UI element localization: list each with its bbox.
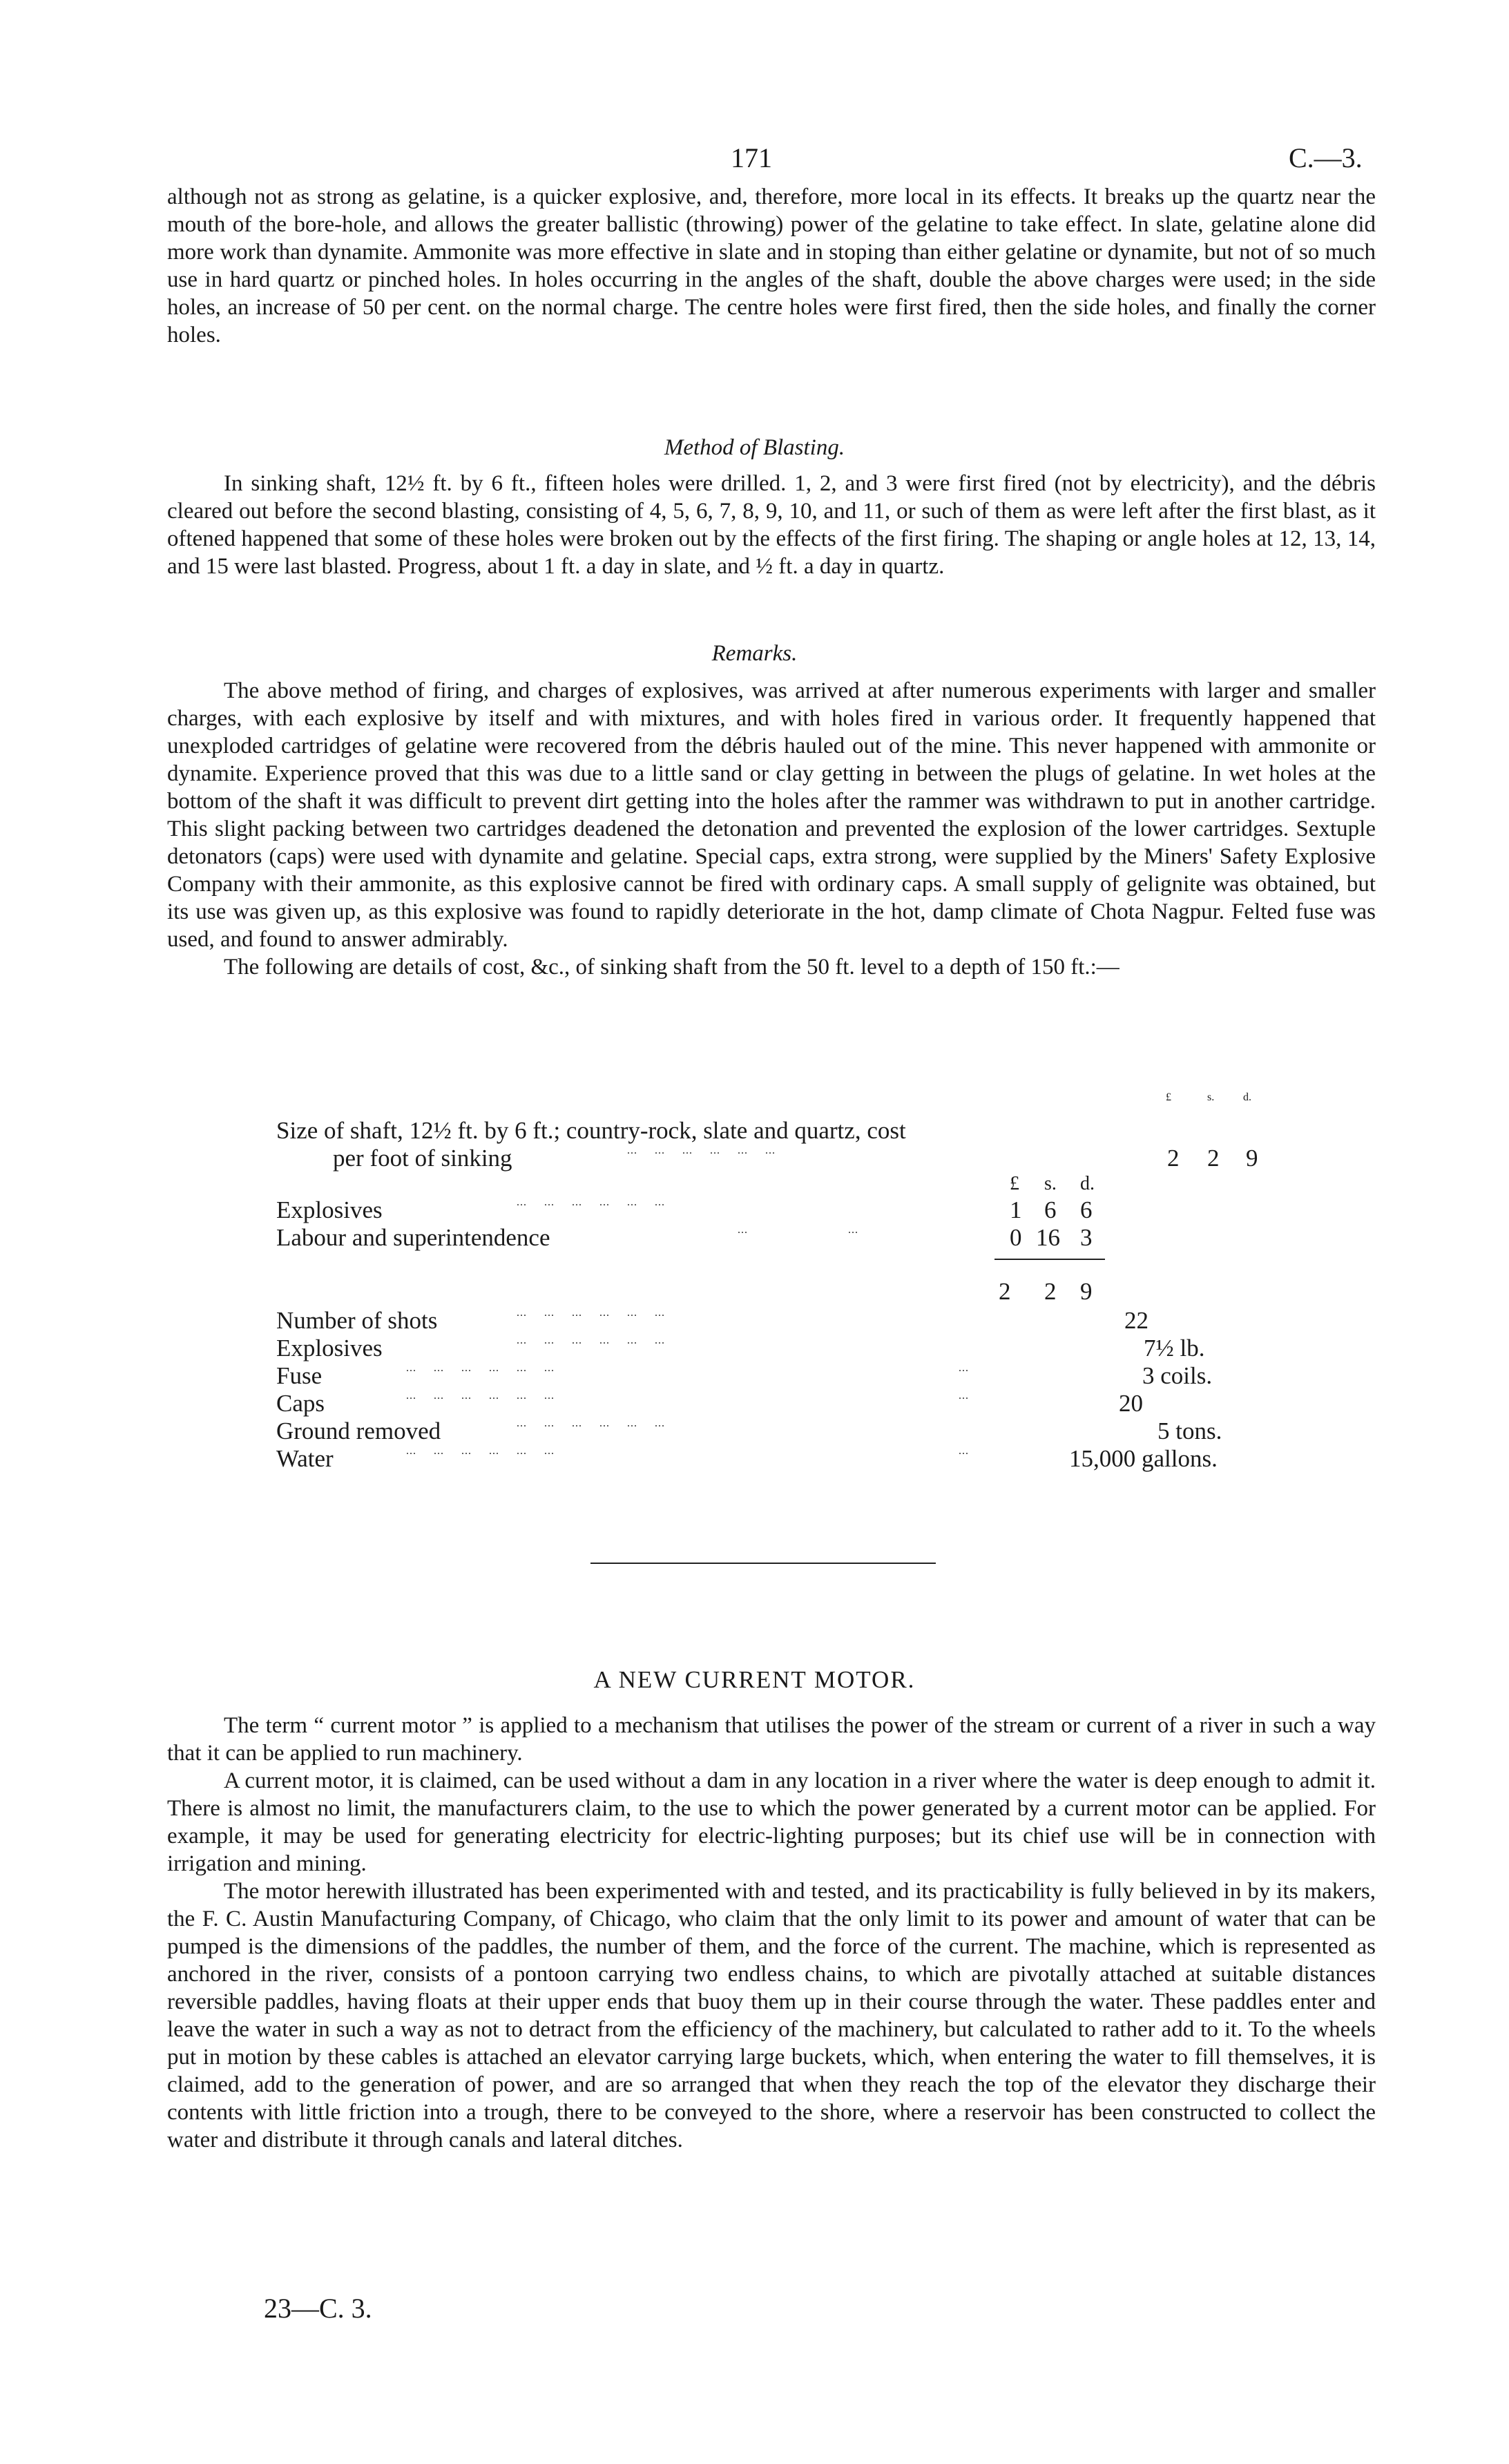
- remarks-paragraph-1: The above method of firing, and charges of explosives, was arrived at after numerous experiments with larger and smaller charges, with each explosive by itself and with mixtures, and with holes fired in various order. It frequently happened that unexploded cartridges of gelatine were recovered from the débris hauled out of the mine. This never happened with ammonite or dynamite. Experience proved that this was due to a little sand or clay getting in between the plugs of gelatine. In wet holes at the bottom of the shaft it was difficult to prevent dirt getting into the holes after the rammer was withdrawn to put in another cartridge. This slight packing between two cartridges deadened the detonation and prevented the explosion of the lower cartridges. Sextuple detonators (caps) were used with dynamite and gelatine. Special caps, extra strong, were supplied by the Miners' Safety Explosive Company with their ammonite, as this explosive cannot be fired with ordinary caps. A small supply of gelignite was obtained, but its use was given up, as this explosive was found to rapidly deteriorate in the hot, damp climate of Chota Nagpur. Felted fuse was used, and found to answer admirably.: [167, 678, 1376, 952]
- shaft-total-pound: 2: [1167, 1145, 1180, 1172]
- subtotal-pound: 2: [999, 1278, 1011, 1305]
- outer-col-shilling: s.: [1207, 1091, 1215, 1103]
- inner-col-pound: £: [1010, 1173, 1019, 1194]
- item-explosives-label: Explosives: [276, 1196, 383, 1223]
- item-labour-pence: 3: [1080, 1224, 1093, 1251]
- qty-caps-label: Caps: [276, 1390, 325, 1417]
- qty-shots-value: 22: [1124, 1307, 1148, 1334]
- item-explosives-shilling: 6: [1044, 1196, 1057, 1223]
- inner-col-shilling: s.: [1044, 1173, 1057, 1194]
- qty-fuse-dots: ... ... ... ... ... ...: [406, 1362, 555, 1374]
- shaft-total-shilling: 2: [1207, 1145, 1220, 1172]
- inner-col-pence: d.: [1080, 1173, 1095, 1194]
- signature-reference: 23—C. 3.: [264, 2293, 372, 2324]
- shaft-dots: ... ... ... ... ... ...: [627, 1145, 776, 1156]
- remarks-section: [167, 677, 1376, 981]
- outer-col-pound: £: [1166, 1091, 1171, 1103]
- subtotal-pence: 9: [1080, 1278, 1093, 1305]
- qty-caps-value: 20: [1119, 1390, 1143, 1417]
- section-divider: [590, 1563, 936, 1564]
- item-labour-label: Labour and superintendence: [276, 1224, 550, 1251]
- qty-shots-dots: ... ... ... ... ... ...: [517, 1307, 665, 1319]
- qty-water-dots-2: ...: [959, 1445, 969, 1457]
- qty-caps-dots-2: ...: [959, 1390, 969, 1402]
- item-explosives-pound: 1: [1010, 1196, 1022, 1223]
- outer-col-pence: d.: [1243, 1091, 1251, 1103]
- item-labour-dots-2: ...: [848, 1224, 858, 1236]
- method-paragraph: In sinking shaft, 12½ ft. by 6 ft., fifteen holes were drilled. 1, 2, and 3 were first fired (not by electricity), and the débris cleared out before the second blasting, consisting of 4, 5, 6, 7, 8, 9, 10, and 11, or such of them as were left after the first blast, as it oftened happened that some of these holes were broken out by the effects of the first firing. The shaping or angle holes at 12, 13, 14, and 15 were last blasted. Progress, about 1 ft. a day in slate, and ½ ft. a day in quartz.: [167, 471, 1376, 579]
- qty-water-label: Water: [276, 1445, 334, 1472]
- shaft-label-line2: per foot of sinking: [333, 1145, 512, 1172]
- motor-heading: A NEW CURRENT MOTOR.: [593, 1666, 916, 1693]
- shaft-label-line1: Size of shaft, 12½ ft. by 6 ft.; country-rock, slate and quartz, cost: [276, 1117, 906, 1144]
- qty-ground-dots: ... ... ... ... ... ...: [517, 1417, 665, 1429]
- shaft-total-pence: 9: [1246, 1145, 1258, 1172]
- motor-paragraph-3: The motor herewith illustrated has been experimented with and tested, and its practicability is fully believed in by its makers, the F. C. Austin Manufacturing Company, of Chicago, who claim that the only limit to its power and amount of water that can be pumped is the dimensions of the paddles, the number of them, and the force of the current. The machine, which is represented as anchored in the river, consists of a pontoon carrying two endless chains, to which are pivotally attached at suitable distances reversible paddles, having floats at their upper ends that buoy them up in their course through the water. These paddles enter and leave the water in such a way as not to detract from the efficiency of the machinery, but calculated to rather add to it. To the wheels put in motion by these cables is attached an elevator carrying large buckets, which, when entering the water to fill themselves, it is claimed, add to the generation of power, and are so arranged that when they reach the top of the elevator they discharge their contents with little friction into a trough, there to be conveyed to the shore, where a reservoir has been constructed to collect the water and distribute it through canals and lateral ditches.: [167, 1879, 1376, 2152]
- qty-fuse-dots-2: ...: [959, 1362, 969, 1374]
- qty-water-value: 15,000 gallons.: [1069, 1445, 1218, 1472]
- qty-explosives-dots: ... ... ... ... ... ...: [517, 1335, 665, 1346]
- qty-fuse-label: Fuse: [276, 1362, 323, 1389]
- qty-ground-label: Ground removed: [276, 1417, 441, 1444]
- item-labour-dots: ...: [738, 1224, 748, 1236]
- item-labour-shilling: 16: [1036, 1224, 1060, 1251]
- qty-explosives-value: 7½ lb.: [1144, 1335, 1205, 1362]
- method-heading: Method of Blasting.: [664, 435, 845, 460]
- remarks-heading: Remarks.: [711, 641, 798, 666]
- page-number: 171: [731, 142, 772, 173]
- item-explosives-pence: 6: [1080, 1196, 1093, 1223]
- qty-explosives-label: Explosives: [276, 1335, 383, 1362]
- qty-caps-dots: ... ... ... ... ... ...: [406, 1390, 555, 1402]
- method-section: [167, 470, 1376, 580]
- item-labour-pound: 0: [1010, 1224, 1022, 1251]
- motor-paragraph-2: A current motor, it is claimed, can be used without a dam in any location in a river where the water is deep enough to admit it. There is almost no limit, the manufacturers claim, to the use to which the power generated by a current motor can be applied. For example, it may be used for generating electricity for electric-lighting purposes; but its chief use will be in connection with irrigation and mining.: [167, 1768, 1376, 1876]
- intro-section: [167, 183, 1376, 349]
- subtotal-rule: [994, 1259, 1105, 1260]
- qty-shots-label: Number of shots: [276, 1307, 438, 1334]
- page-reference: C.—3.: [1289, 142, 1363, 173]
- item-explosives-dots: ... ... ... ... ... ...: [517, 1196, 665, 1208]
- qty-water-dots: ... ... ... ... ... ...: [406, 1445, 555, 1457]
- subtotal-shilling: 2: [1044, 1278, 1057, 1305]
- intro-paragraph: although not as strong as gelatine, is a quicker explosive, and, therefore, more local in its effects. It breaks up the quartz near the mouth of the bore-hole, and allows the greater ballistic (throwing) power of the gelatine to take effect. In slate, gelatine alone did more work than dynamite. Ammonite was more effective in slate and in stoping than either gelatine or dynamite, but not of so much use in hard quartz or pinched holes. In holes occurring in the angles of the shaft, double the above charges were used; in the side holes, an increase of 50 per cent. on the normal charge. The centre holes were first fired, then the side holes, and finally the corner holes.: [167, 184, 1376, 347]
- qty-ground-value: 5 tons.: [1157, 1417, 1222, 1444]
- motor-paragraph-1: The term “ current motor ” is applied to a mechanism that utilises the power of the stream or current of a river in such a way that it can be applied to run machinery.: [167, 1713, 1376, 1766]
- remarks-paragraph-2: The following are details of cost, &c., of sinking shaft from the 50 ft. level to a depth of 150 ft.:—: [224, 955, 1119, 980]
- motor-section: [167, 1712, 1376, 2154]
- qty-fuse-value: 3 coils.: [1142, 1362, 1213, 1389]
